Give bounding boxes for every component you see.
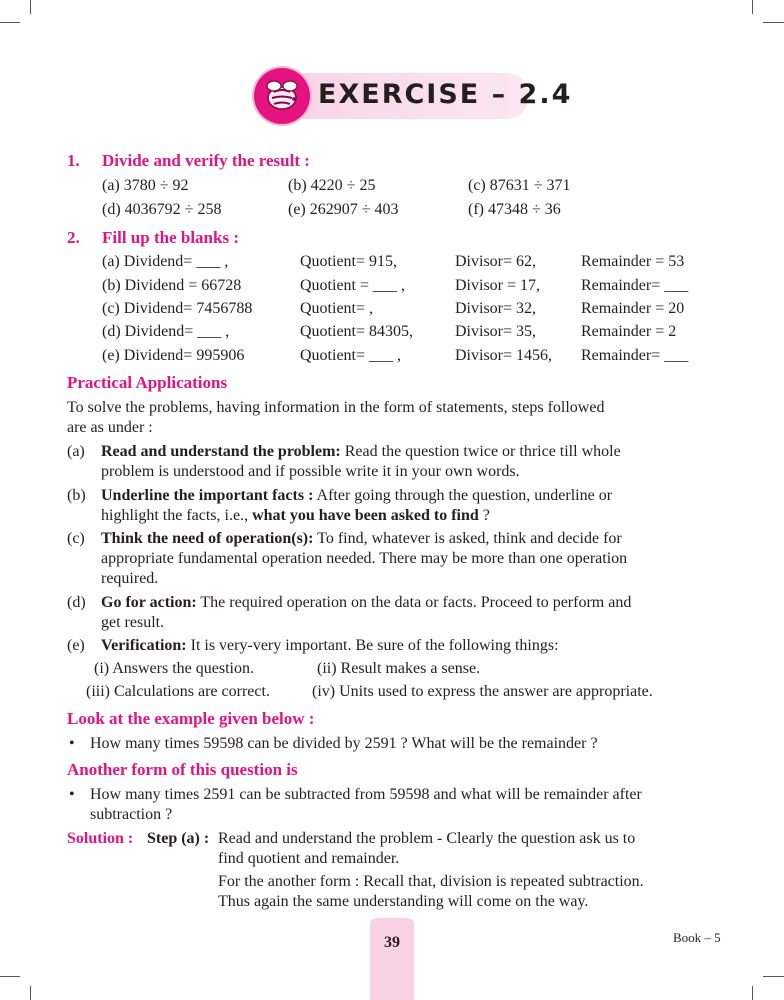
step-label: (a) bbox=[67, 443, 85, 460]
solution-line: Read and understand the problem - Clearly the question ask us to bbox=[218, 830, 636, 847]
q2-cell: Divisor= 1456, bbox=[455, 347, 553, 364]
example-question: How many times 59598 can be divided by 2591 ? What will be the remainder ? bbox=[90, 735, 598, 752]
verification-item: (iv) Units used to express the answer are appropriate. bbox=[312, 683, 653, 700]
q2-cell: Quotient= , bbox=[300, 300, 374, 317]
q2-cell: Divisor= 32, bbox=[455, 300, 537, 317]
q2-cell: Quotient= 84305, bbox=[300, 323, 414, 340]
q2-cell: (e) Dividend= 995906 bbox=[102, 347, 245, 364]
q1-item: (b) 4220 ÷ 25 bbox=[288, 177, 376, 194]
solution-line: find quotient and remainder. bbox=[218, 850, 400, 867]
step-title: Think the need of operation(s): bbox=[101, 530, 314, 547]
step-label: (c) bbox=[67, 530, 85, 547]
step-text: After going through the question, underline or bbox=[313, 487, 613, 504]
step-emphasis: what you have been asked to find bbox=[252, 507, 479, 524]
crop-mark bbox=[752, 986, 753, 1000]
step-line bbox=[101, 594, 631, 612]
step-title: Verification: bbox=[101, 637, 187, 654]
another-question: How many times 2591 can be subtracted from 59598 and what will be remainder after bbox=[90, 786, 642, 803]
solution-line: Thus again the same understanding will come on the way. bbox=[218, 893, 589, 910]
step-line bbox=[101, 530, 622, 548]
section-heading: Look at the example given below : bbox=[67, 709, 315, 728]
bullet: • bbox=[69, 735, 75, 752]
step-title: Read and understand the problem: bbox=[101, 443, 341, 460]
step-title: Go for action: bbox=[101, 594, 197, 611]
q1-item: (e) 262907 ÷ 403 bbox=[288, 201, 399, 218]
another-question: subtraction ? bbox=[90, 806, 173, 823]
crop-mark bbox=[0, 22, 20, 23]
q1-item: (d) 4036792 ÷ 258 bbox=[102, 201, 222, 218]
bullet: • bbox=[69, 786, 75, 803]
crop-mark bbox=[763, 976, 784, 977]
crop-mark bbox=[752, 0, 753, 14]
step-text: highlight the facts, i.e., bbox=[101, 507, 253, 524]
step-line bbox=[101, 443, 621, 461]
q2-cell: Quotient= ___ , bbox=[300, 347, 402, 364]
q1-item: (a) 3780 ÷ 92 bbox=[102, 177, 189, 194]
crop-mark bbox=[30, 0, 31, 14]
step-line bbox=[101, 637, 559, 655]
q2-title: Fill up the blanks : bbox=[102, 228, 239, 247]
q1-number: 1. bbox=[67, 151, 80, 170]
q2-cell: Divisor = 17, bbox=[455, 277, 541, 294]
step-line: get result. bbox=[101, 614, 165, 631]
q2-cell: Divisor= 62, bbox=[455, 253, 537, 270]
step-line: appropriate fundamental operation needed. There may be more than one operation bbox=[101, 550, 628, 567]
q2-cell: (c) Dividend= 7456788 bbox=[102, 300, 253, 317]
crop-mark bbox=[763, 22, 784, 23]
exercise-title: EXERCISE – 2.4 bbox=[318, 79, 573, 110]
step-title: Underline the important facts : bbox=[101, 487, 314, 504]
step-line bbox=[101, 487, 612, 505]
page-number: 39 bbox=[384, 934, 400, 951]
section-heading: Practical Applications bbox=[67, 373, 228, 392]
step-text: It is very-very important. Be sure of the following things: bbox=[186, 637, 559, 654]
bee-mascot-icon bbox=[254, 68, 310, 124]
q2-cell: Quotient= 915, bbox=[300, 253, 398, 270]
q2-cell: (d) Dividend= ___ , bbox=[102, 323, 230, 340]
book-label: Book – 5 bbox=[673, 930, 721, 945]
solution-line: For the another form : Recall that, division is repeated subtraction. bbox=[218, 873, 644, 890]
section-heading: Another form of this question is bbox=[67, 760, 298, 779]
q2-cell: Quotient = ___ , bbox=[300, 277, 406, 294]
step-text: The required operation on the data or facts. Proceed to perform and bbox=[196, 594, 632, 611]
step-line: required. bbox=[101, 570, 159, 587]
q2-cell: Remainder= ___ bbox=[581, 347, 689, 364]
step-label: (e) bbox=[67, 637, 85, 654]
verification-item: (iii) Calculations are correct. bbox=[86, 683, 270, 700]
solution-label: Solution : bbox=[67, 830, 134, 847]
q2-cell: Remainder = 2 bbox=[581, 323, 677, 340]
verification-item: (ii) Result makes a sense. bbox=[317, 660, 481, 677]
q1-item: (c) 87631 ÷ 371 bbox=[468, 177, 571, 194]
q2-cell: Remainder= ___ bbox=[581, 277, 689, 294]
crop-mark bbox=[0, 976, 20, 977]
verification-item: (i) Answers the question. bbox=[94, 660, 254, 677]
step-line: problem is understood and if possible write it in your own words. bbox=[101, 463, 520, 480]
paragraph-line: To solve the problems, having information in the form of statements, steps followed bbox=[67, 399, 605, 416]
crop-mark bbox=[30, 986, 31, 1000]
q2-number: 2. bbox=[67, 228, 80, 247]
q2-cell: (b) Dividend = 66728 bbox=[102, 277, 242, 294]
paragraph-line: are as under : bbox=[67, 419, 153, 436]
step-label: (d) bbox=[67, 594, 86, 611]
q2-cell: Divisor= 35, bbox=[455, 323, 537, 340]
step-text: ? bbox=[478, 507, 490, 524]
q2-cell: Remainder = 20 bbox=[581, 300, 685, 317]
q1-title: Divide and verify the result : bbox=[102, 151, 310, 170]
step-text: To find, whatever is asked, think and decide for bbox=[313, 530, 622, 547]
step-text: Read the question twice or thrice till whole bbox=[340, 443, 621, 460]
step-label: (b) bbox=[67, 487, 86, 504]
q2-cell: Remainder = 53 bbox=[581, 253, 685, 270]
q2-cell: (a) Dividend= ___ , bbox=[102, 253, 229, 270]
solution-step: Step (a) : bbox=[147, 830, 210, 847]
page-number-tab bbox=[370, 918, 414, 1000]
q1-item: (f) 47348 ÷ 36 bbox=[468, 201, 561, 218]
step-line bbox=[101, 507, 490, 525]
